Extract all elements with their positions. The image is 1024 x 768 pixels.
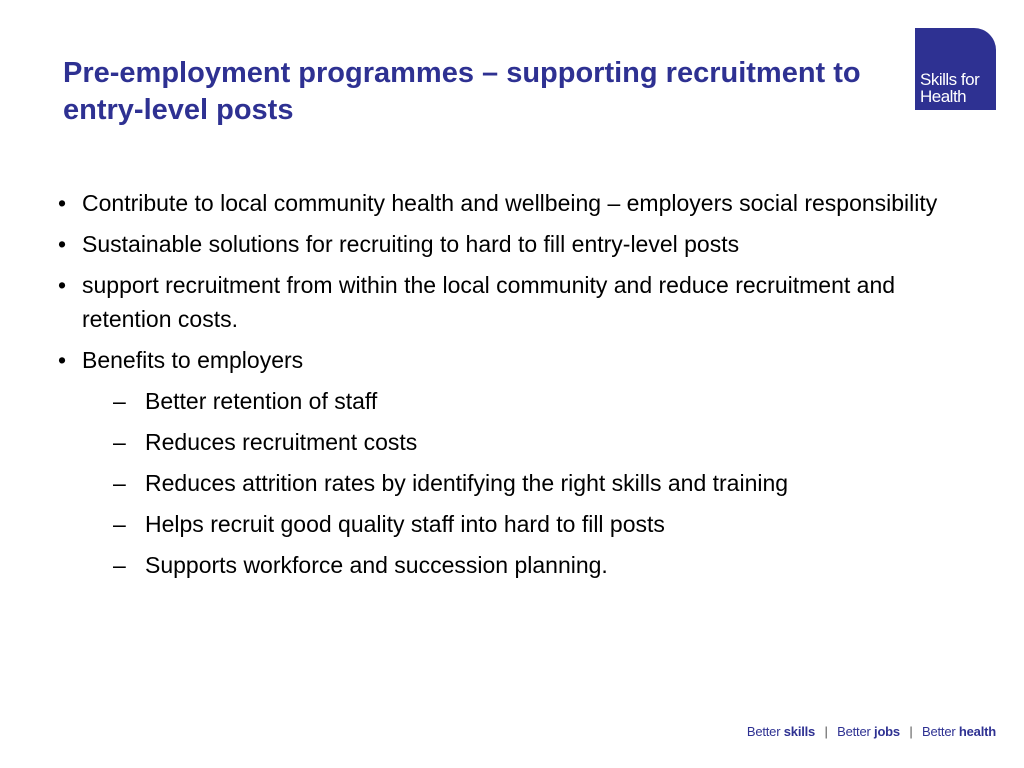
slide-title: Pre-employment programmes – supporting recruitment to entry-level posts	[63, 57, 861, 126]
sub-bullet-text: Better retention of staff	[145, 388, 378, 414]
sub-bullet-item	[113, 507, 958, 541]
skills-for-health-logo	[915, 28, 996, 110]
logo-text-line2: Health	[920, 87, 967, 106]
sub-bullet-marker: –	[113, 511, 126, 537]
sub-bullet-marker: –	[113, 552, 126, 578]
slide-body	[58, 186, 958, 589]
sub-bullet-item	[113, 466, 958, 500]
logo-text-line1: Skills for	[920, 70, 980, 89]
footer-better: Better	[922, 724, 956, 739]
sub-bullet-text: Helps recruit good quality staff into hard to fill posts	[145, 511, 665, 537]
footer-better: Better	[837, 724, 871, 739]
sub-bullet-item	[113, 548, 958, 582]
sub-bullet-text: Reduces attrition rates by identifying the right skills and training	[145, 470, 789, 496]
sub-bullet-text: Reduces recruitment costs	[145, 429, 418, 455]
bullet-item	[58, 343, 958, 377]
footer-better: Better	[746, 724, 781, 739]
footer-tagline	[747, 724, 996, 739]
sub-bullet-marker: –	[113, 470, 126, 496]
bullet-text: support recruitment from within the local community and reduce recruitment and retention costs.	[82, 272, 896, 332]
bullet-marker: •	[58, 347, 67, 373]
bullet-item	[58, 186, 958, 220]
sub-bullet-marker: –	[113, 429, 126, 455]
bullet-marker: •	[58, 272, 67, 298]
bullet-marker: •	[58, 190, 67, 216]
bullet-text: Contribute to local community health and wellbeing – employers social responsibility	[82, 190, 938, 216]
bullet-text: Benefits to employers	[82, 347, 304, 373]
bullet-marker: •	[58, 231, 67, 257]
footer-separator: |	[909, 724, 913, 739]
bullet-item	[58, 227, 958, 261]
sub-bullet-item	[113, 384, 958, 418]
footer-jobs: jobs	[874, 724, 900, 739]
bullet-item	[58, 268, 958, 336]
footer-separator: |	[824, 724, 828, 739]
sub-bullet-text: Supports workforce and succession planning.	[145, 552, 608, 578]
footer-skills: skills	[783, 724, 816, 739]
bullet-text: Sustainable solutions for recruiting to hard to fill entry-level posts	[82, 231, 740, 257]
sub-bullet-item	[113, 425, 958, 459]
sub-bullet-marker: –	[113, 388, 126, 414]
footer-health: health	[958, 724, 996, 739]
